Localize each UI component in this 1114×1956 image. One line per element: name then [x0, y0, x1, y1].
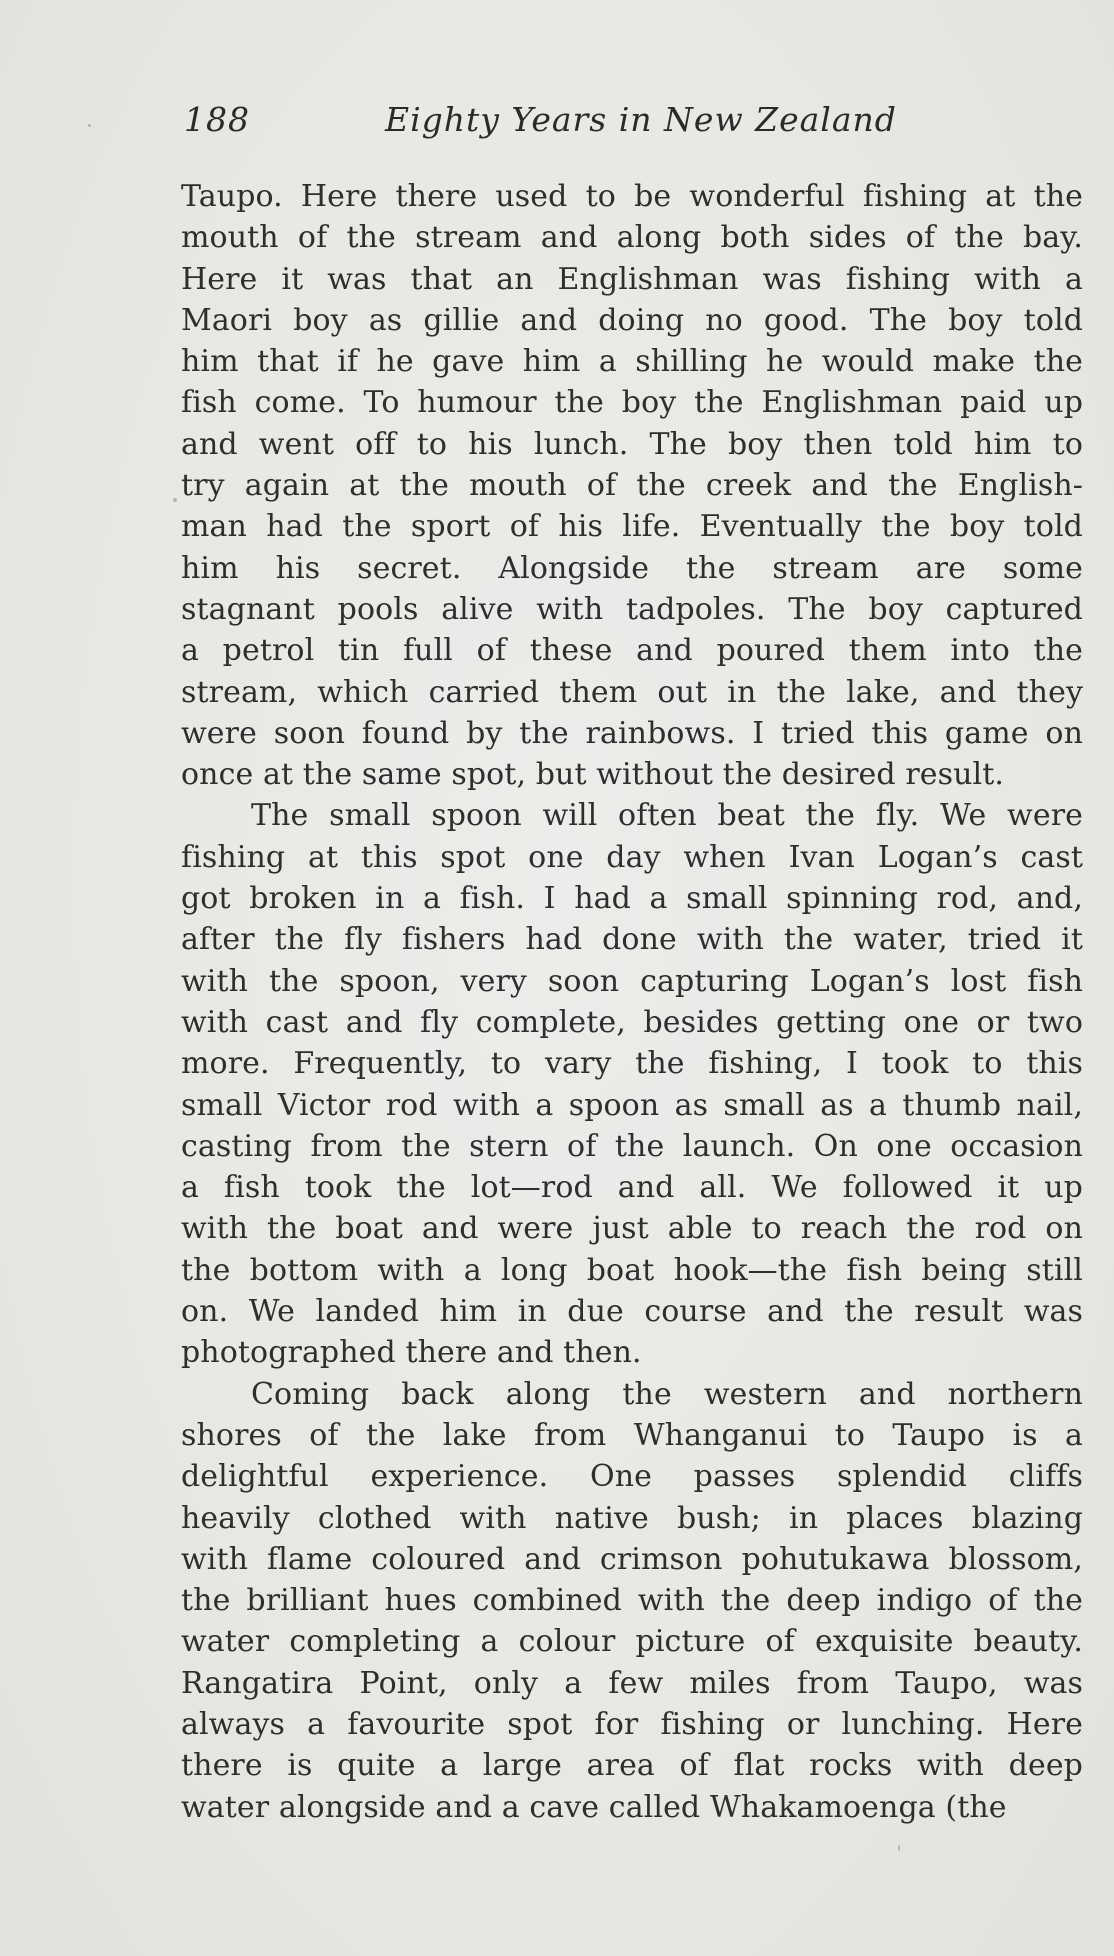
text-line: on. We landed him in due course and the result was	[181, 1294, 1083, 1330]
paragraph	[181, 176, 1083, 795]
text-line: were soon found by the rainbows. I tried this game on	[181, 715, 1083, 751]
paper-speck	[173, 498, 177, 502]
text-line: fish come. To humour the boy the Englishman paid up	[181, 385, 1083, 421]
text-line: with cast and fly complete, besides getting one or two	[181, 1004, 1083, 1040]
text-line: the brilliant hues combined with the deep indigo of the	[181, 1583, 1083, 1619]
text-line: fishing at this spot one day when Ivan Logan’s cast	[181, 839, 1083, 875]
text-line: after the fly fishers had done with the water, tried it	[181, 922, 1083, 958]
page-header	[180, 100, 940, 150]
paper-speck	[88, 124, 91, 127]
text-line: once at the same spot, but without the desired result.	[181, 757, 1005, 793]
text-line: shores of the lake from Whanganui to Taupo is a	[181, 1417, 1083, 1453]
text-line: and went off to his lunch. The boy then told him to	[181, 426, 1083, 462]
paragraph	[181, 1374, 1083, 1828]
text-line: delightful experience. One passes splendid cliffs	[181, 1459, 1083, 1495]
text-line: man had the sport of his life. Eventually the boy told	[181, 509, 1083, 545]
text-line: Taupo. Here there used to be wonderful fishing at the	[181, 179, 1083, 214]
text-line: more. Frequently, to vary the fishing, I took to this	[181, 1046, 1083, 1082]
text-line: always a favourite spot for fishing or lunching. Here	[181, 1706, 1083, 1742]
paragraph	[181, 795, 1083, 1373]
text-line: heavily clothed with native bush; in places blazing	[181, 1500, 1083, 1536]
text-line: there is quite a large area of flat rocks with deep	[181, 1748, 1083, 1784]
text-line: him his secret. Alongside the stream are some	[181, 550, 1083, 586]
running-title: Eighty Years in New Zealand	[385, 100, 897, 139]
text-line: try again at the mouth of the creek and the English-	[181, 468, 1083, 504]
text-line: a petrol tin full of these and poured them into the	[181, 633, 1083, 669]
text-line: got broken in a fish. I had a small spinning rod, and,	[181, 881, 1083, 917]
text-line: water completing a colour picture of exquisite beauty.	[181, 1624, 1083, 1660]
text-line: casting from the stern of the launch. On one occasion	[181, 1128, 1083, 1164]
text-line: small Victor rod with a spoon as small as a thumb nail,	[181, 1087, 1083, 1123]
text-line: with flame coloured and crimson pohutukawa blossom,	[181, 1541, 1083, 1577]
paper-speck	[898, 1845, 900, 1851]
page-number: 188	[184, 100, 250, 139]
text-line: mouth of the stream and along both sides of the bay.	[181, 220, 1083, 256]
text-line: photographed there and then.	[181, 1335, 642, 1371]
text-line: stream, which carried them out in the lake, and they	[181, 674, 1083, 710]
text-line: with the spoon, very soon capturing Logan’s lost fish	[181, 963, 1083, 999]
text-line: the bottom with a long boat hook—the fish being still	[181, 1252, 1083, 1288]
text-line: with the boat and were just able to reach the rod on	[181, 1211, 1083, 1247]
text-line: stagnant pools alive with tadpoles. The boy captured	[181, 591, 1083, 627]
text-line: a fish took the lot—rod and all. We followed it up	[181, 1170, 1083, 1206]
text-line: him that if he gave him a shilling he would make the	[181, 344, 1083, 380]
text-line: The small spoon will often beat the fly. We were	[251, 798, 1083, 834]
text-line: Rangatira Point, only a few miles from Taupo, was	[181, 1665, 1083, 1701]
text-line: Here it was that an Englishman was fishing with a	[181, 261, 1083, 297]
text-line: Maori boy as gillie and doing no good. The boy told	[181, 302, 1083, 338]
text-line: water alongside and a cave called Whakamoenga (the	[181, 1789, 1007, 1825]
body-text	[181, 176, 1083, 1828]
text-line: Coming back along the western and northern	[251, 1376, 1083, 1412]
